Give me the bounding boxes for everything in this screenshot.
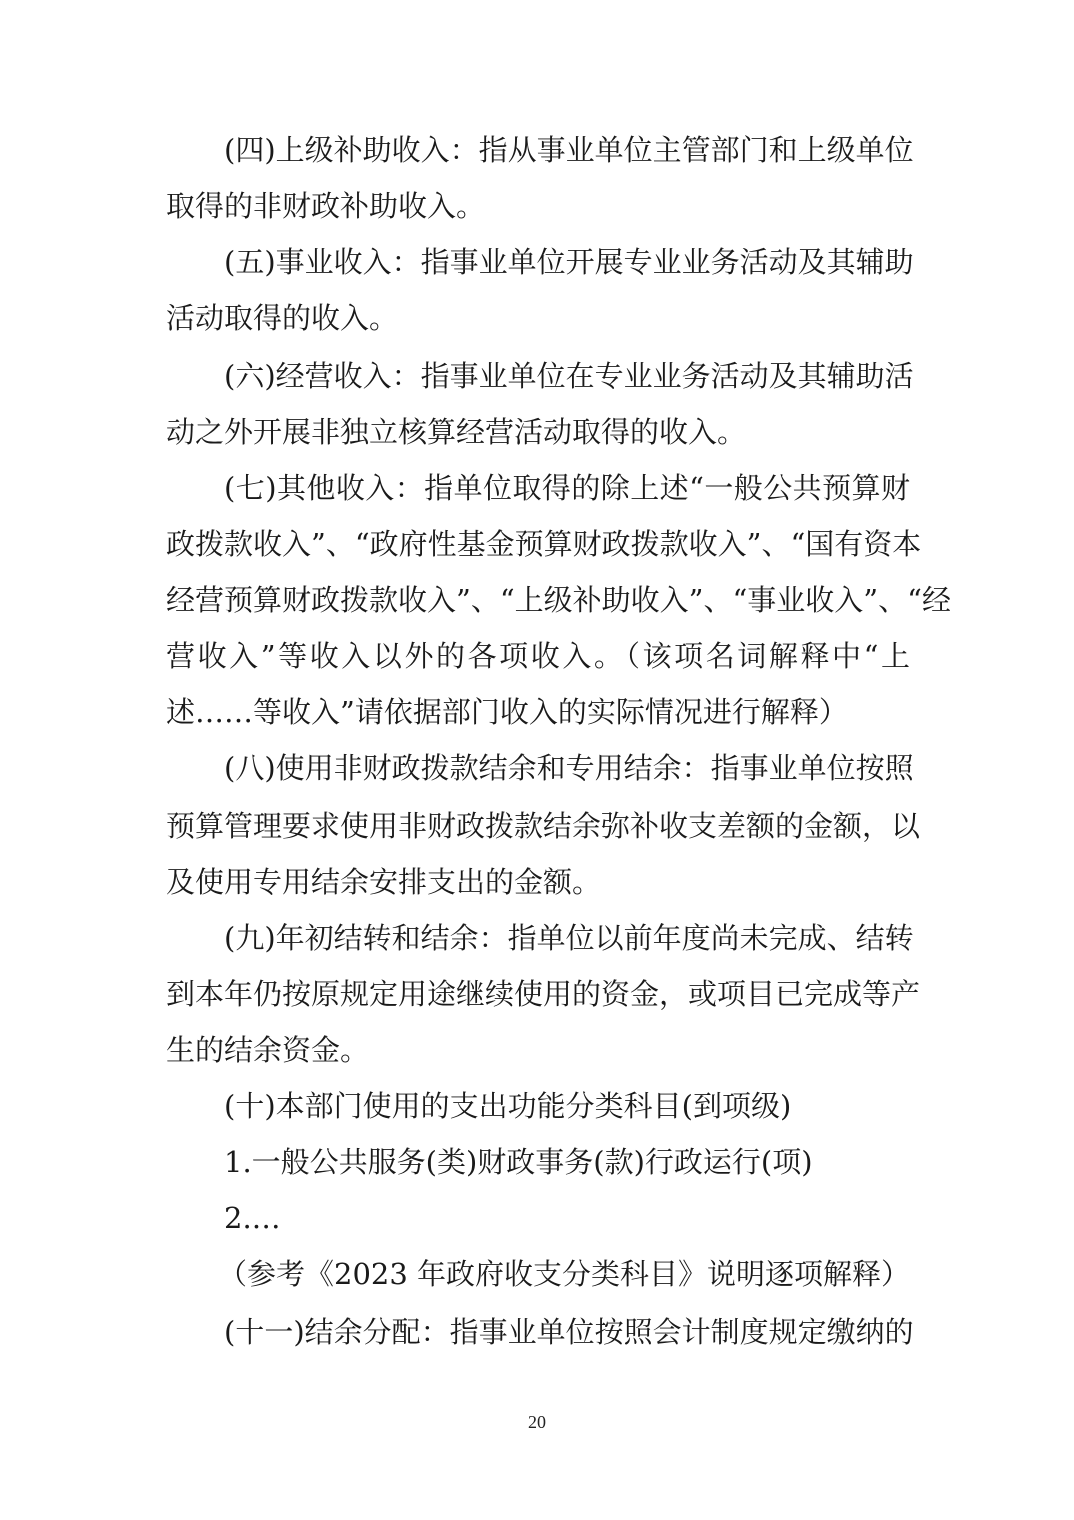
- paragraph-line: (五)事业收入：指事业单位开展专业业务活动及其辅助: [224, 245, 914, 279]
- paragraph-line: 取得的非财政补助收入。: [166, 189, 486, 223]
- paragraph-line: 动之外开展非独立核算经营活动取得的收入。: [166, 415, 747, 449]
- list-item: 1.一般公共服务(类)财政事务(款)行政运行(项): [224, 1145, 813, 1179]
- paragraph-line: 预算管理要求使用非财政拨款结余弥补收支差额的金额，以: [166, 809, 921, 843]
- paragraph-line: 生的结余资金。: [166, 1033, 370, 1067]
- paragraph-line: 述……等收入”请依据部门收入的实际情况进行解释）: [166, 695, 848, 729]
- paragraph-line: (九)年初结转和结余：指单位以前年度尚未完成、结转: [224, 921, 914, 955]
- page-number: 20: [528, 1412, 546, 1432]
- paragraph-line: 及使用专用结余安排支出的金额。: [166, 865, 602, 899]
- paragraph-line: (七)其他收入：指单位取得的除上述“一般公共预算财: [224, 471, 910, 505]
- paragraph-line: 营收入”等收入以外的各项收入。（该项名词解释中“上: [166, 639, 910, 673]
- paragraph-line: (六)经营收入：指事业单位在专业业务活动及其辅助活: [224, 359, 914, 393]
- paragraph-line: (八)使用非财政拨款结余和专用结余：指事业单位按照: [224, 751, 914, 785]
- section-heading: (十)本部门使用的支出功能分类科目(到项级): [224, 1089, 792, 1123]
- list-item: 2.…: [224, 1201, 281, 1235]
- paragraph-line: (十一)结余分配：指事业单位按照会计制度规定缴纳的: [224, 1315, 914, 1349]
- paragraph-line: 到本年仍按原规定用途继续使用的资金，或项目已完成等产: [166, 977, 921, 1011]
- paragraph-line: 经营预算财政拨款收入”、“上级补助收入”、“事业收入”、“经: [166, 583, 951, 617]
- paragraph-line: (四)上级补助收入：指从事业单位主管部门和上级单位: [224, 133, 914, 167]
- paragraph-line: 政拨款收入”、“政府性基金预算财政拨款收入”、“国有资本: [166, 527, 922, 561]
- paragraph-line: 活动取得的收入。: [166, 301, 399, 335]
- reference-note: （参考《2023 年政府收支分类科目》说明逐项解释）: [218, 1257, 911, 1291]
